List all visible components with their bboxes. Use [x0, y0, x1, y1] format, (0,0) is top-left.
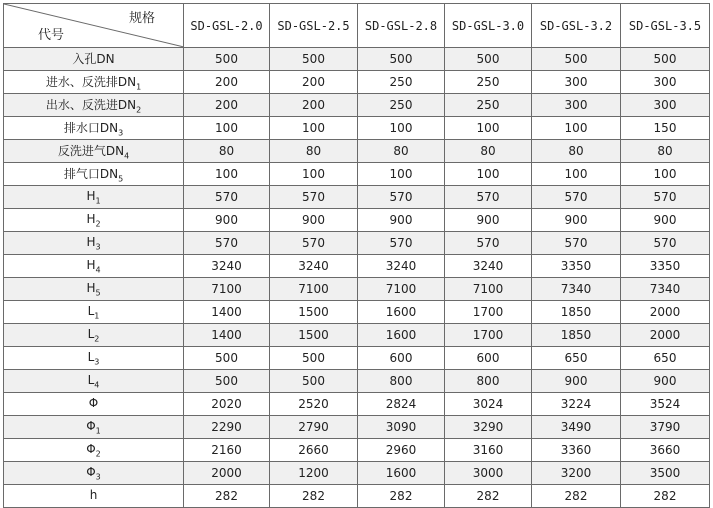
- row-label: [4, 140, 184, 163]
- row-label-subscript: 1: [94, 311, 100, 321]
- table-row: [4, 462, 710, 485]
- table-cell: 570: [358, 186, 445, 209]
- table-cell: 650: [532, 347, 621, 370]
- table-cell: 282: [358, 485, 445, 508]
- table-cell: 100: [532, 117, 621, 140]
- table-cell: 3224: [532, 393, 621, 416]
- row-label: [4, 163, 184, 186]
- table-cell: 200: [270, 71, 358, 94]
- table-cell: 80: [184, 140, 270, 163]
- row-label: [4, 255, 184, 278]
- table-cell: 2000: [621, 324, 710, 347]
- table-cell: 7340: [532, 278, 621, 301]
- row-label: [4, 117, 184, 140]
- table-row: [4, 324, 710, 347]
- row-label: [4, 232, 184, 255]
- table-cell: 80: [445, 140, 532, 163]
- row-label-subscript: 3: [94, 357, 100, 367]
- table-cell: 900: [445, 209, 532, 232]
- row-label-subscript: 4: [95, 265, 101, 275]
- table-cell: 100: [270, 163, 358, 186]
- corner-cell: [4, 4, 184, 48]
- row-label-text: H: [86, 257, 96, 272]
- row-label-text: Φ: [86, 441, 96, 456]
- table-cell: 7340: [621, 278, 710, 301]
- table-cell: 570: [184, 232, 270, 255]
- table-cell: 100: [358, 117, 445, 140]
- row-label: [4, 71, 184, 94]
- table-cell: 1400: [184, 324, 270, 347]
- table-cell: 80: [358, 140, 445, 163]
- table-cell: 900: [532, 209, 621, 232]
- table-cell: 2520: [270, 393, 358, 416]
- table-cell: 200: [184, 71, 270, 94]
- spec-table: [3, 3, 710, 508]
- table-cell: 300: [621, 94, 710, 117]
- row-label-text: H: [86, 280, 96, 295]
- row-label-text: H: [86, 188, 96, 203]
- table-cell: 2020: [184, 393, 270, 416]
- table-cell: 650: [621, 347, 710, 370]
- row-label: [4, 301, 184, 324]
- table-cell: 100: [184, 163, 270, 186]
- table-cell: 570: [445, 232, 532, 255]
- table-cell: 570: [270, 186, 358, 209]
- table-row: [4, 416, 710, 439]
- table-row: [4, 370, 710, 393]
- table-row: [4, 163, 710, 186]
- row-label: [4, 439, 184, 462]
- table-cell: 3290: [445, 416, 532, 439]
- table-row: [4, 71, 710, 94]
- table-cell: 600: [358, 347, 445, 370]
- table-cell: 282: [270, 485, 358, 508]
- table-cell: 3240: [270, 255, 358, 278]
- table-cell: 100: [358, 163, 445, 186]
- table-row: [4, 209, 710, 232]
- table-cell: 3240: [184, 255, 270, 278]
- table-cell: 900: [184, 209, 270, 232]
- table-cell: 2290: [184, 416, 270, 439]
- table-cell: 100: [445, 163, 532, 186]
- table-cell: 80: [532, 140, 621, 163]
- table-cell: 1850: [532, 301, 621, 324]
- row-label: [4, 393, 184, 416]
- row-label-text: Φ: [88, 395, 99, 410]
- table-cell: 282: [445, 485, 532, 508]
- table-cell: 900: [532, 370, 621, 393]
- table-cell: 3024: [445, 393, 532, 416]
- row-label: [4, 370, 184, 393]
- row-label-text: 进水、反洗排DN: [45, 74, 137, 89]
- table-cell: 2160: [184, 439, 270, 462]
- table-cell: 3660: [621, 439, 710, 462]
- row-label-text: 反洗进气DN: [57, 143, 125, 158]
- table-cell: 500: [445, 48, 532, 71]
- row-label-text: L: [87, 349, 95, 364]
- table-row: [4, 347, 710, 370]
- model-header: SD-GSL-2.5: [270, 4, 358, 48]
- table-row: [4, 393, 710, 416]
- model-header: SD-GSL-2.8: [358, 4, 445, 48]
- table-row: [4, 255, 710, 278]
- table-cell: 3350: [532, 255, 621, 278]
- table-cell: 500: [621, 48, 710, 71]
- table-cell: 150: [621, 117, 710, 140]
- table-cell: 80: [621, 140, 710, 163]
- table-row: [4, 117, 710, 140]
- row-label-text: L: [87, 326, 95, 341]
- table-cell: 1500: [270, 301, 358, 324]
- table-cell: 3524: [621, 393, 710, 416]
- table-row: [4, 278, 710, 301]
- table-cell: 1600: [358, 462, 445, 485]
- row-label: [4, 48, 184, 71]
- row-label-subscript: 2: [94, 334, 100, 344]
- table-cell: 1600: [358, 301, 445, 324]
- table-row: [4, 140, 710, 163]
- row-label-subscript: 3: [95, 242, 101, 252]
- row-label-text: 出水、反洗进DN: [45, 97, 137, 112]
- row-label-subscript: 3: [118, 128, 124, 138]
- table-cell: 570: [532, 186, 621, 209]
- table-cell: 3500: [621, 462, 710, 485]
- table-cell: 100: [270, 117, 358, 140]
- row-label-subscript: 1: [136, 82, 142, 92]
- table-cell: 7100: [445, 278, 532, 301]
- table-cell: 1700: [445, 324, 532, 347]
- table-cell: 900: [621, 370, 710, 393]
- row-label: [4, 278, 184, 301]
- table-cell: 570: [621, 186, 710, 209]
- table-row: [4, 48, 710, 71]
- table-cell: 2790: [270, 416, 358, 439]
- table-cell: 3090: [358, 416, 445, 439]
- row-label: [4, 347, 184, 370]
- model-header: SD-GSL-3.0: [445, 4, 532, 48]
- table-cell: 500: [270, 370, 358, 393]
- table-cell: 500: [184, 347, 270, 370]
- row-label-text: L: [87, 303, 95, 318]
- table-cell: 1400: [184, 301, 270, 324]
- table-cell: 800: [445, 370, 532, 393]
- table-cell: 1200: [270, 462, 358, 485]
- table-cell: 2000: [184, 462, 270, 485]
- row-label-subscript: 4: [94, 380, 100, 390]
- table-cell: 570: [445, 186, 532, 209]
- table-cell: 500: [270, 48, 358, 71]
- model-header: SD-GSL-2.0: [184, 4, 270, 48]
- table-cell: 570: [184, 186, 270, 209]
- table-cell: 100: [184, 117, 270, 140]
- table-cell: 3240: [358, 255, 445, 278]
- row-label: [4, 94, 184, 117]
- table-cell: 3160: [445, 439, 532, 462]
- table-cell: 1850: [532, 324, 621, 347]
- table-cell: 250: [358, 94, 445, 117]
- row-label-subscript: 5: [118, 174, 124, 184]
- table-row: [4, 232, 710, 255]
- table-cell: 900: [621, 209, 710, 232]
- table-cell: 800: [358, 370, 445, 393]
- table-row: [4, 186, 710, 209]
- table-cell: 100: [532, 163, 621, 186]
- row-label-text: h: [89, 487, 98, 502]
- table-cell: 3490: [532, 416, 621, 439]
- row-label-subscript: 3: [95, 472, 101, 482]
- table-cell: 300: [532, 94, 621, 117]
- table-row: [4, 94, 710, 117]
- table-cell: 282: [532, 485, 621, 508]
- row-label: [4, 186, 184, 209]
- row-label-subscript: 2: [95, 219, 101, 229]
- table-row: [4, 485, 710, 508]
- table-cell: 282: [621, 485, 710, 508]
- row-label-text: Φ: [86, 464, 96, 479]
- table-cell: 200: [184, 94, 270, 117]
- row-label: [4, 209, 184, 232]
- table-cell: 900: [270, 209, 358, 232]
- table-cell: 570: [532, 232, 621, 255]
- table-cell: 3000: [445, 462, 532, 485]
- table-cell: 1500: [270, 324, 358, 347]
- row-label-text: 排气口DN: [63, 166, 119, 181]
- row-label-subscript: 4: [124, 151, 130, 161]
- table-cell: 3790: [621, 416, 710, 439]
- table-row: [4, 301, 710, 324]
- model-header: SD-GSL-3.5: [621, 4, 710, 48]
- header-row: [4, 4, 710, 48]
- table-cell: 300: [621, 71, 710, 94]
- row-label-subscript: 1: [95, 426, 101, 436]
- row-label: [4, 416, 184, 439]
- row-label: [4, 324, 184, 347]
- row-label-text: 排水口DN: [63, 120, 119, 135]
- row-label-text: H: [86, 234, 96, 249]
- row-label-text: L: [87, 372, 95, 387]
- row-label-text: 入孔DN: [72, 51, 115, 66]
- table-cell: 500: [532, 48, 621, 71]
- table-cell: 500: [270, 347, 358, 370]
- table-cell: 570: [270, 232, 358, 255]
- table-cell: 80: [270, 140, 358, 163]
- row-label-subscript: 5: [95, 288, 101, 298]
- table-cell: 600: [445, 347, 532, 370]
- table-cell: 3360: [532, 439, 621, 462]
- table-cell: 2824: [358, 393, 445, 416]
- table-cell: 300: [532, 71, 621, 94]
- row-label: [4, 462, 184, 485]
- table-cell: 3240: [445, 255, 532, 278]
- corner-diagonal: [4, 4, 184, 47]
- table-cell: 7100: [358, 278, 445, 301]
- table-cell: 7100: [184, 278, 270, 301]
- table-cell: 570: [621, 232, 710, 255]
- table-cell: 3200: [532, 462, 621, 485]
- table-cell: 2660: [270, 439, 358, 462]
- table-cell: 7100: [270, 278, 358, 301]
- corner-spec-label: 规格: [128, 11, 155, 26]
- table-cell: 100: [621, 163, 710, 186]
- table-row: [4, 439, 710, 462]
- row-label-subscript: 2: [136, 105, 142, 115]
- model-header: SD-GSL-3.2: [532, 4, 621, 48]
- table-cell: 1700: [445, 301, 532, 324]
- row-label: [4, 485, 184, 508]
- table-cell: 200: [270, 94, 358, 117]
- table-cell: 2000: [621, 301, 710, 324]
- table-cell: 250: [445, 94, 532, 117]
- table-cell: 570: [358, 232, 445, 255]
- row-label-text: Φ: [86, 418, 96, 433]
- table-cell: 250: [358, 71, 445, 94]
- row-label-text: H: [86, 211, 96, 226]
- table-cell: 900: [358, 209, 445, 232]
- table-cell: 500: [184, 48, 270, 71]
- table-cell: 100: [445, 117, 532, 140]
- table-cell: 282: [184, 485, 270, 508]
- table-cell: 500: [184, 370, 270, 393]
- row-label-subscript: 2: [95, 449, 101, 459]
- table-cell: 250: [445, 71, 532, 94]
- table-cell: 500: [358, 48, 445, 71]
- table-cell: 3350: [621, 255, 710, 278]
- row-label-subscript: 1: [95, 196, 101, 206]
- corner-code-label: 代号: [38, 28, 65, 43]
- table-cell: 2960: [358, 439, 445, 462]
- table-cell: 1600: [358, 324, 445, 347]
